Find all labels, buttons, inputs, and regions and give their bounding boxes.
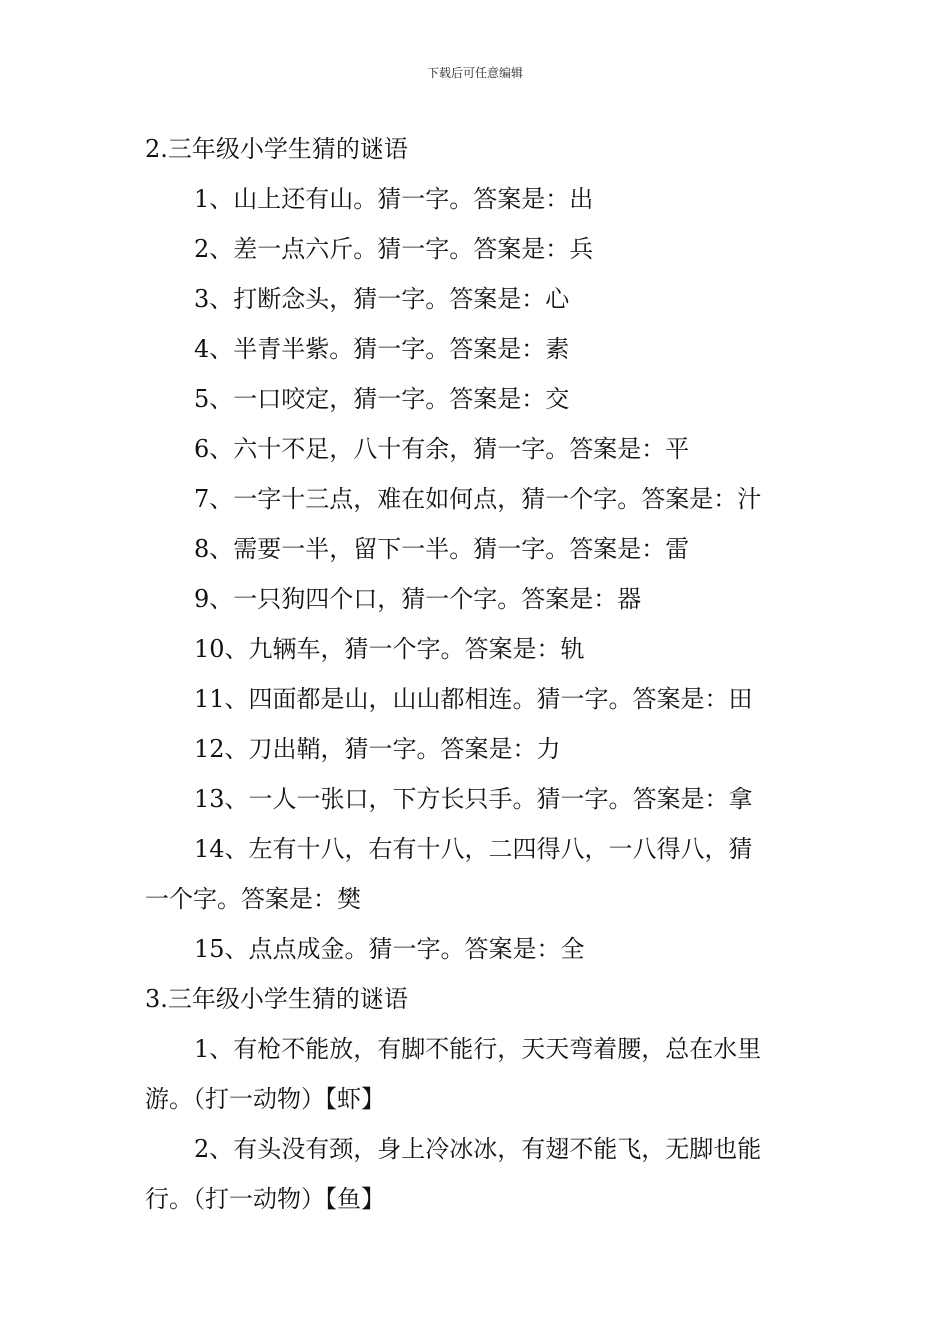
riddle-item-line: 一个字。答案是：樊 [145,885,361,913]
page-header: 下载后可任意编辑 [426,66,523,80]
riddle-item: 3、打断念头，猜一字。答案是：心 [194,285,570,313]
riddle-item: 8、需要一半，留下一半。猜一字。答案是：雷 [194,535,690,563]
riddle-item: 7、一字十三点，难在如何点，猜一个字。答案是：汁 [194,485,762,513]
riddle-item-line: 1、有枪不能放，有脚不能行，天天弯着腰，总在水里 [194,1035,762,1063]
riddle-item [145,1024,810,1124]
riddle-item [145,824,810,924]
riddle-item-line: 游。（打一动物）【虾】 [145,1085,385,1113]
riddle-item-line: 14、左有十八，右有十八，二四得八，一八得八，猜 [194,835,753,863]
riddle-item-line: 2、有头没有颈，身上冷冰冰，有翅不能飞，无脚也能 [194,1135,762,1163]
riddle-item: 12、刀出鞘，猜一字。答案是：力 [194,735,561,763]
riddle-item: 5、一口咬定，猜一字。答案是：交 [194,385,570,413]
riddle-item: 1、山上还有山。猜一字。答案是：出 [194,185,594,213]
riddle-item: 15、点点成金。猜一字。答案是：全 [194,935,585,963]
riddle-item: 6、六十不足，八十有余，猜一字。答案是：平 [194,435,690,463]
document-body [145,124,810,1224]
riddle-item-line: 行。（打一动物）【鱼】 [145,1185,385,1213]
riddle-item: 11、四面都是山，山山都相连。猜一字。答案是：田 [194,685,753,713]
section-title: 2.三年级小学生猜的谜语 [145,135,408,163]
riddle-item: 13、一人一张口，下方长只手。猜一字。答案是：拿 [194,785,753,813]
riddle-item: 4、半青半紫。猜一字。答案是：素 [194,335,570,363]
riddle-item: 2、差一点六斤。猜一字。答案是：兵 [194,235,594,263]
riddle-item: 10、九辆车，猜一个字。答案是：轨 [194,635,585,663]
section-title: 3.三年级小学生猜的谜语 [145,985,408,1013]
riddle-item [145,1124,810,1224]
riddle-item: 9、一只狗四个口，猜一个字。答案是：器 [194,585,642,613]
